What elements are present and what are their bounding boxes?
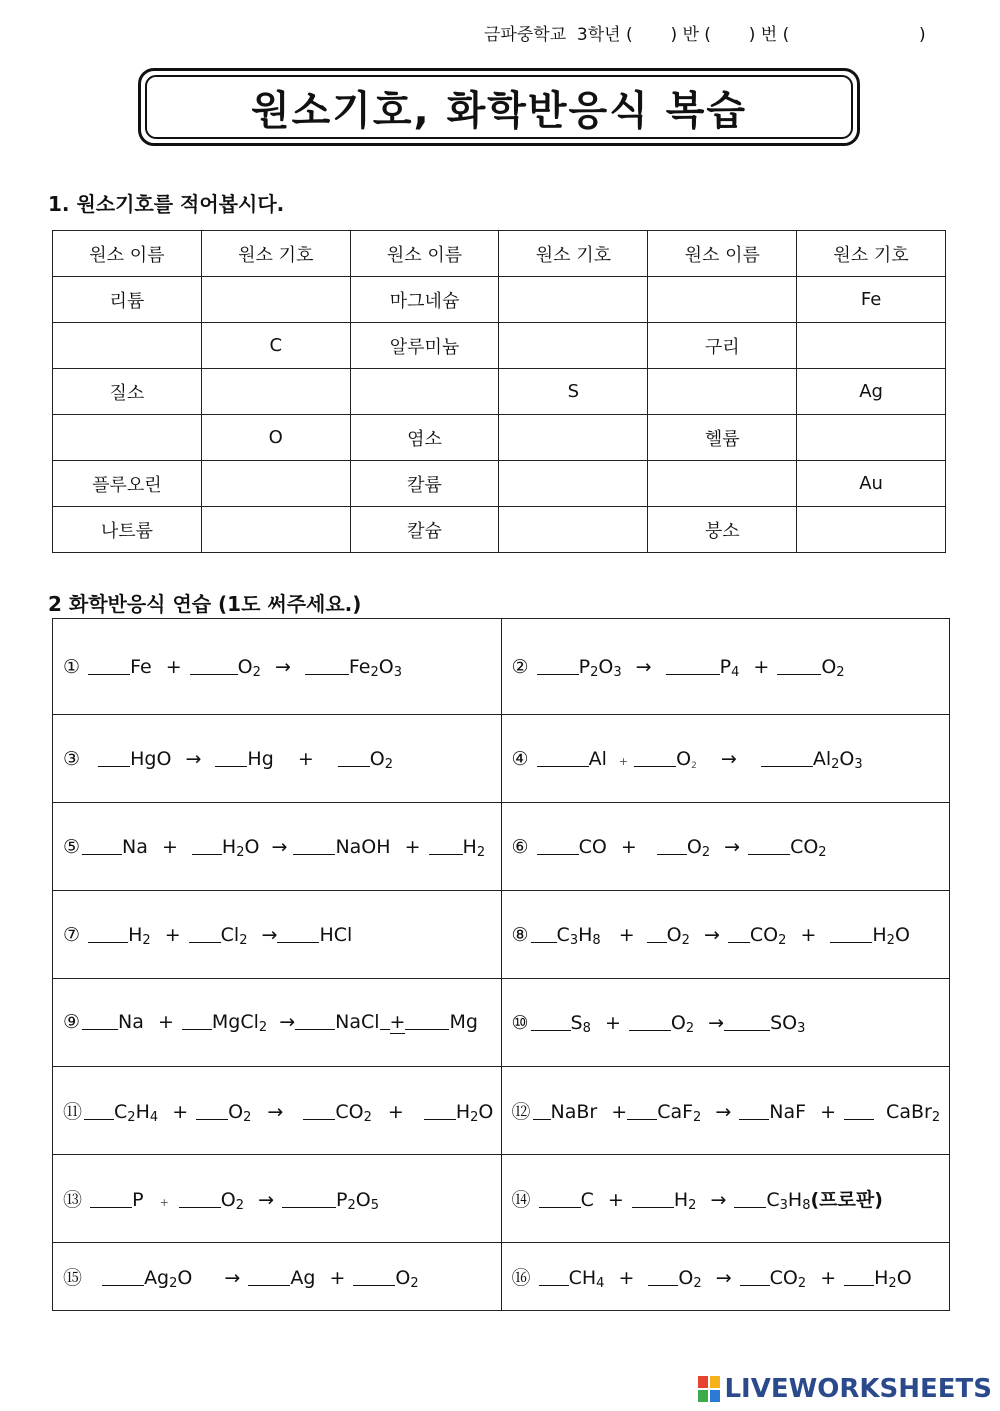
equation-number: ⑦ (63, 923, 81, 946)
table-row (53, 619, 950, 715)
formula: $S_8$ (570, 1011, 591, 1036)
formula: $H_2O$ (455, 1101, 494, 1125)
coefficient-blank[interactable] (734, 1189, 766, 1208)
table-cell[interactable] (201, 461, 350, 507)
table-cell[interactable]: 플루오린 (53, 461, 202, 507)
logo-square (710, 1390, 720, 1402)
equation-number: ⑧ (511, 923, 529, 946)
table-cell[interactable]: C (201, 323, 350, 369)
table-cell[interactable] (499, 507, 648, 553)
table-row (53, 369, 946, 415)
formula: NaOH (335, 835, 391, 858)
equation-cell-11 (53, 1067, 502, 1155)
table-header-row (53, 231, 946, 277)
table-cell[interactable] (53, 323, 202, 369)
section-1-title: 1. 원소기호를 적어봅시다. (48, 192, 285, 216)
plus-sign: + (387, 1101, 404, 1123)
header-cell: 원소 기호 (797, 231, 946, 277)
coefficient-blank[interactable] (424, 1101, 456, 1120)
formula: $O_2$ (369, 747, 394, 772)
table-row (53, 415, 946, 461)
coefficient-blank[interactable] (305, 656, 349, 675)
plus-sign: + (618, 923, 635, 946)
equation-cell-14 (501, 1155, 950, 1243)
equation-cell-1 (53, 619, 502, 715)
formula: $C_2H_4$ (114, 1101, 159, 1125)
table-cell[interactable]: Au (797, 461, 946, 507)
coefficient-blank[interactable] (182, 1011, 212, 1030)
coefficient-blank[interactable] (537, 656, 579, 675)
arrow: → (724, 835, 741, 858)
page-title: 원소기호, 화학반응식 복습 (250, 87, 748, 134)
coefficient-blank[interactable] (537, 748, 589, 767)
arrow: → (261, 923, 278, 946)
student-info-line: 금파중학교 3학년 ( ) 반 ( ) 번 ( ) (484, 25, 926, 45)
coefficient-blank[interactable] (647, 924, 667, 943)
brand-name: LIVEWORKSHEETS (724, 1374, 992, 1404)
header-cell: 원소 기호 (499, 231, 648, 277)
arrow: → (720, 747, 737, 770)
propane-note: (프로판) (810, 1189, 883, 1211)
coefficient-blank[interactable] (405, 1011, 449, 1030)
formula: CaBr$_2$ (886, 1101, 941, 1125)
table-row (53, 1067, 950, 1155)
reaction-equations-table (52, 618, 950, 1311)
section-2-title: 2 화학반응식 연습 (1도 써주세요.) (48, 592, 362, 616)
arrow: → (710, 1189, 727, 1211)
coefficient-blank[interactable] (533, 1101, 551, 1120)
formula: $P_2O_3$ (578, 655, 622, 680)
coefficient-blank[interactable] (648, 1267, 678, 1286)
formula: $O_2$ (228, 1101, 252, 1125)
formula: $O_2$ (676, 747, 697, 771)
table-row (53, 323, 946, 369)
coefficient-blank[interactable] (353, 1267, 395, 1286)
equation-number: ⑭ (511, 1189, 531, 1211)
equation-number: ⑯ (511, 1267, 531, 1289)
equation-number: ① (63, 655, 81, 678)
formula: $CO_2$ (769, 1267, 807, 1291)
element-symbol-table (52, 230, 946, 553)
formula: $H_2O$ (874, 1267, 912, 1291)
liveworksheets-logo (698, 1374, 992, 1404)
arrow: → (185, 747, 202, 770)
table-cell[interactable]: Ag (797, 369, 946, 415)
formula: C (580, 1189, 594, 1211)
formula: $Al_2O_3$ (812, 747, 863, 772)
coefficient-blank[interactable] (98, 748, 130, 767)
header-cell: 원소 기호 (201, 231, 350, 277)
arrow: → (708, 1011, 725, 1034)
arrow: → (267, 1101, 284, 1123)
formula: $O_2$ (666, 923, 690, 948)
table-cell[interactable]: 염소 (350, 415, 499, 461)
coefficient-blank[interactable] (724, 1012, 770, 1031)
coefficient-blank[interactable] (844, 1267, 874, 1286)
equation-cell-10 (501, 979, 950, 1067)
header-cell: 원소 이름 (648, 231, 797, 277)
table-row (53, 277, 946, 323)
table-cell[interactable]: 붕소 (648, 507, 797, 553)
arrow: → (271, 835, 288, 858)
equation-number: ⑥ (511, 835, 529, 858)
plus-sign: + (607, 1189, 624, 1211)
plus-sign: + (164, 923, 181, 946)
table-cell[interactable] (499, 277, 648, 323)
equation-cell-3 (53, 715, 502, 803)
table-cell[interactable] (648, 461, 797, 507)
plus-sign: + (389, 1011, 406, 1033)
header-cell: 원소 이름 (53, 231, 202, 277)
arrow: → (715, 1101, 732, 1123)
table-row (53, 979, 950, 1067)
title-frame (138, 68, 860, 146)
table-cell[interactable]: 마그네슘 (350, 277, 499, 323)
formula: Ag (290, 1267, 316, 1289)
coefficient-blank[interactable] (82, 836, 122, 855)
equation-number: ② (511, 655, 529, 678)
formula: $CH_4$ (568, 1267, 605, 1291)
plus-sign: + (618, 1267, 635, 1289)
table-cell[interactable]: 질소 (53, 369, 202, 415)
formula: $C_3H_8$ (766, 1189, 811, 1213)
plus-sign: + (159, 1196, 169, 1209)
plus-sign: + (753, 655, 770, 678)
arrow: → (703, 923, 720, 946)
table-cell[interactable]: Fe (797, 277, 946, 323)
table-cell[interactable] (201, 277, 350, 323)
formula: NaBr (550, 1101, 598, 1123)
plus-sign: + (157, 1011, 174, 1033)
table-row (53, 461, 946, 507)
table-cell[interactable]: O (201, 415, 350, 461)
coefficient-blank[interactable] (277, 924, 319, 943)
equation-cell-6 (501, 803, 950, 891)
underline (380, 1011, 390, 1030)
formula: MgCl$_2$ (211, 1011, 268, 1035)
formula: $O_2$ (220, 1189, 245, 1213)
formula: $SO_3$ (770, 1011, 806, 1036)
plus-sign: + (611, 1101, 628, 1123)
formula: $O_2$ (395, 1267, 419, 1291)
coefficient-blank[interactable] (627, 1101, 657, 1120)
coefficient-blank[interactable] (282, 1189, 336, 1208)
coefficient-blank[interactable] (531, 1012, 571, 1031)
plus-sign: + (165, 655, 182, 678)
arrow: → (274, 655, 291, 678)
arrow: → (279, 1011, 296, 1033)
arrow: → (258, 1189, 275, 1211)
equation-cell-2 (501, 619, 950, 715)
plus-sign: + (800, 923, 817, 946)
formula: $P_4$ (719, 655, 740, 680)
coefficient-blank[interactable] (90, 1189, 132, 1208)
coefficient-blank[interactable] (293, 836, 335, 855)
table-cell[interactable]: S (499, 369, 648, 415)
coefficient-blank[interactable] (739, 1101, 769, 1120)
formula: $CO_2$ (749, 923, 787, 948)
table-cell[interactable]: 구리 (648, 323, 797, 369)
table-row (53, 507, 946, 553)
coefficient-blank[interactable] (196, 1101, 228, 1120)
formula: NaCl (335, 1011, 380, 1033)
coefficient-blank[interactable] (748, 836, 790, 855)
plus-sign: + (618, 754, 629, 768)
equation-number: ③ (63, 747, 81, 770)
formula: $O_2$ (678, 1267, 702, 1291)
plus-sign: + (604, 1011, 621, 1034)
coefficient-blank[interactable] (539, 1189, 581, 1208)
equation-cell-16 (501, 1243, 950, 1311)
coefficient-blank[interactable] (666, 656, 720, 675)
equation-cell-7 (53, 891, 502, 979)
coefficient-blank[interactable] (629, 1012, 671, 1031)
table-row (53, 1243, 950, 1311)
equation-number: ⑪ (63, 1101, 83, 1123)
coefficient-blank[interactable] (248, 1267, 290, 1286)
table-cell[interactable]: 헬륨 (648, 415, 797, 461)
table-row (53, 1155, 950, 1243)
table-cell[interactable] (648, 369, 797, 415)
formula: $H_2$ (673, 1189, 697, 1213)
equation-number: ④ (511, 747, 529, 770)
arrow: → (715, 1267, 732, 1289)
formula: Na (118, 1011, 144, 1033)
coefficient-blank[interactable] (844, 1101, 874, 1120)
formula: $C_3H_8$ (556, 923, 601, 948)
equation-number: ⑨ (63, 1011, 81, 1033)
table-cell[interactable] (201, 369, 350, 415)
formula: Al (588, 747, 607, 770)
coefficient-blank[interactable] (761, 748, 813, 767)
coefficient-blank[interactable] (82, 1011, 118, 1030)
plus-sign: + (404, 835, 421, 858)
coefficient-blank[interactable] (190, 656, 238, 675)
formula: $Ag_2O$ (144, 1267, 193, 1291)
logo-square (698, 1376, 708, 1388)
equation-cell-9 (53, 979, 502, 1067)
coefficient-blank[interactable] (189, 924, 221, 943)
equation-cell-15 (53, 1243, 502, 1311)
coefficient-blank[interactable] (537, 836, 579, 855)
logo-square (710, 1376, 720, 1388)
formula: P (132, 1189, 144, 1211)
formula: $P_2O_5$ (336, 1189, 380, 1213)
coefficient-blank[interactable] (740, 1267, 770, 1286)
plus-sign: + (820, 1267, 837, 1289)
formula: $CO_2$ (790, 835, 827, 860)
table-cell[interactable]: 알루미늄 (350, 323, 499, 369)
equation-cell-8 (501, 891, 950, 979)
table-cell[interactable] (53, 415, 202, 461)
table-cell[interactable]: 칼슘 (350, 507, 499, 553)
equation-cell-4 (501, 715, 950, 803)
formula: $O_2$ (670, 1011, 695, 1036)
equation-cell-12 (501, 1067, 950, 1155)
table-cell[interactable] (797, 415, 946, 461)
equation-number: ⑬ (63, 1189, 83, 1211)
formula: $H_2$ (128, 923, 151, 948)
formula: CO (578, 835, 607, 858)
coefficient-blank[interactable] (338, 748, 370, 767)
liveworksheets-logo-icon (698, 1376, 720, 1402)
table-cell[interactable] (350, 369, 499, 415)
formula: Fe (130, 655, 152, 678)
plus-sign: + (297, 747, 314, 770)
coefficient-blank[interactable] (728, 924, 750, 943)
coefficient-blank[interactable] (657, 836, 687, 855)
formula: $Fe_2O_3$ (348, 655, 403, 680)
equation-number: ⑩ (511, 1011, 529, 1034)
coefficient-blank[interactable] (192, 836, 222, 855)
coefficient-blank[interactable] (531, 924, 557, 943)
formula: HgO (130, 747, 172, 770)
table-cell[interactable] (499, 323, 648, 369)
formula: $O_2$ (821, 655, 845, 680)
coefficient-blank[interactable] (777, 656, 821, 675)
coefficient-blank[interactable] (303, 1101, 335, 1120)
table-cell[interactable] (797, 507, 946, 553)
plus-sign: + (329, 1267, 346, 1289)
equation-number: ⑮ (63, 1267, 83, 1289)
equation-number: ⑤ (63, 835, 81, 858)
table-row (53, 803, 950, 891)
table-cell[interactable]: 리튬 (53, 277, 202, 323)
coefficient-blank[interactable] (830, 924, 872, 943)
formula: $O_2$ (237, 655, 261, 680)
formula: $Cl_2$ (220, 923, 248, 948)
equation-number: ⑫ (511, 1101, 531, 1123)
formula: $H_2O$ (872, 923, 910, 948)
coefficient-blank[interactable] (429, 836, 463, 855)
formula: Hg (247, 747, 274, 770)
formula: Na (122, 835, 148, 858)
table-cell[interactable]: 칼륨 (350, 461, 499, 507)
formula: HCl (319, 923, 353, 946)
coefficient-blank[interactable] (88, 924, 128, 943)
table-cell[interactable] (797, 323, 946, 369)
table-cell[interactable] (648, 277, 797, 323)
table-row (53, 891, 950, 979)
coefficient-blank[interactable] (179, 1189, 221, 1208)
plus-sign: + (820, 1101, 837, 1123)
equation-cell-5 (53, 803, 502, 891)
arrow: → (635, 655, 652, 678)
header-cell: 원소 이름 (350, 231, 499, 277)
equation-cell-13 (53, 1155, 502, 1243)
coefficient-blank[interactable] (102, 1267, 144, 1286)
formula: $H_2O$ (221, 835, 260, 860)
formula: $H_2$ (462, 835, 486, 860)
plus-sign: + (620, 835, 637, 858)
formula: Mg (449, 1011, 478, 1033)
arrow: → (224, 1267, 241, 1289)
logo-square (698, 1390, 708, 1402)
table-cell[interactable]: 나트륨 (53, 507, 202, 553)
formula: $O_2$ (686, 835, 711, 860)
coefficient-blank[interactable] (634, 748, 676, 767)
coefficient-blank[interactable] (84, 1101, 114, 1120)
formula: NaF (769, 1101, 807, 1123)
coefficient-blank[interactable] (215, 748, 247, 767)
plus-sign: + (161, 835, 178, 858)
coefficient-blank[interactable] (295, 1011, 335, 1030)
formula: $CO_2$ (335, 1101, 372, 1125)
formula: CaF$_2$ (657, 1101, 702, 1125)
table-cell[interactable] (499, 415, 648, 461)
table-row (53, 715, 950, 803)
plus-sign: + (172, 1101, 189, 1123)
table-cell[interactable] (499, 461, 648, 507)
coefficient-blank[interactable] (632, 1189, 674, 1208)
table-cell[interactable] (201, 507, 350, 553)
coefficient-blank[interactable] (88, 656, 130, 675)
coefficient-blank[interactable] (539, 1267, 569, 1286)
